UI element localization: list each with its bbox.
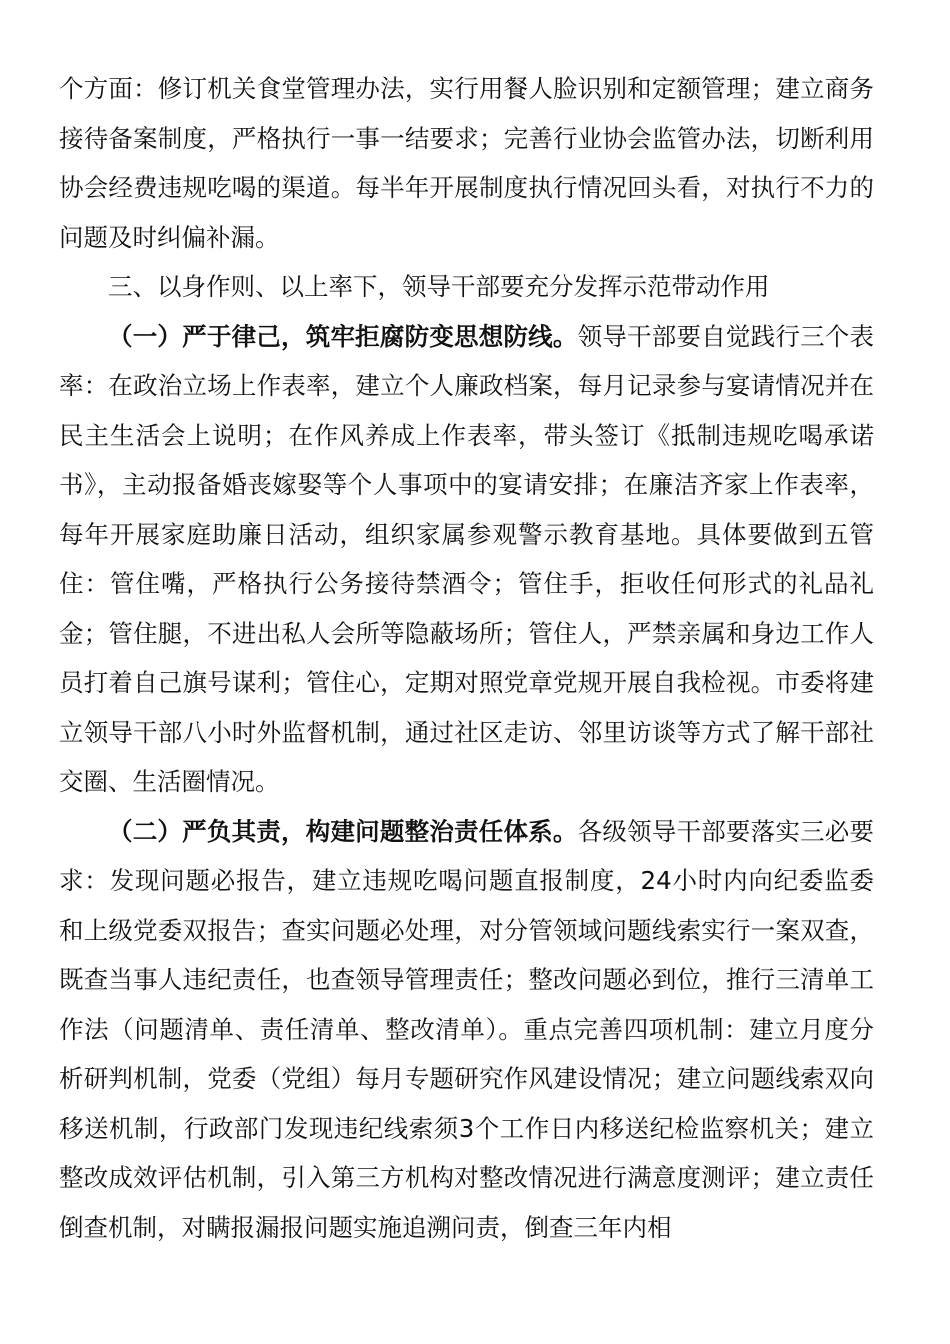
paragraph-subsection-2 [59, 807, 874, 1253]
paragraph-continuation [59, 64, 874, 262]
paragraph-text: 个方面：修订机关食堂管理办法，实行用餐人脸识别和定额管理；建立商务接待备案制度，严格执行一事一结要求；完善行业协会监管办法，切断利用协会经费违规吃喝的渠道。每半年开展制度执行情况回头看，对执行不力的问题及时纠偏补漏。 [59, 74, 874, 252]
paragraph-text: 各级领导干部要落实三必要求：发现问题必报告，建立违规吃喝问题直报制度，24小时内向纪委监委和上级党委双报告；查实问题必处理，对分管领域问题线索实行一案双查，既查当事人违纪责任，也查领导管理责任；整改问题必到位，推行三清单工作法（问题清单、责任清单、整改清单）。重点完善四项机制：建立月度分析研判机制，党委（党组）每月专题研究作风建设情况；建立问题线索双向移送机制，行政部门发现违纪线索须3个工作日内移送纪检监察机关；建立整改成效评估机制，引入第三方机构对整改情况进行满意度测评；建立责任倒查机制，对瞒报漏报问题实施追溯问责，倒查三年内相 [59, 816, 875, 1242]
section-heading-text: 三、以身作则、以上率下，领导干部要充分发挥示范带动作用 [108, 272, 770, 301]
subsection-heading: （一）严于律己，筑牢拒腐防变思想防线。 [108, 321, 578, 351]
subsection-heading: （二）严负其责，构建问题整治责任体系。 [108, 816, 578, 846]
paragraph-subsection-1 [59, 312, 874, 807]
paragraph-text: 领导干部要自觉践行三个表率：在政治立场上作表率，建立个人廉政档案，每月记录参与宴请情况并在民主生活会上说明；在作风养成上作表率，带头签订《抵制违规吃喝承诺书》，主动报备婚丧嫁娶等个人事项中的宴请安排；在廉洁齐家上作表率，每年开展家庭助廉日活动，组织家属参观警示教育基地。具体要做到五管住：管住嘴，严格执行公务接待禁酒令；管住手，拒收任何形式的礼品礼金；管住腿，不进出私人会所等隐蔽场所；管住人，严禁亲属和身边工作人员打着自己旗号谋利；管住心，定期对照党章党规开展自我检视。市委将建立领导干部八小时外监督机制，通过社区走访、邻里访谈等方式了解干部社交圈、生活圈情况。 [59, 321, 875, 796]
section-heading [59, 262, 874, 312]
